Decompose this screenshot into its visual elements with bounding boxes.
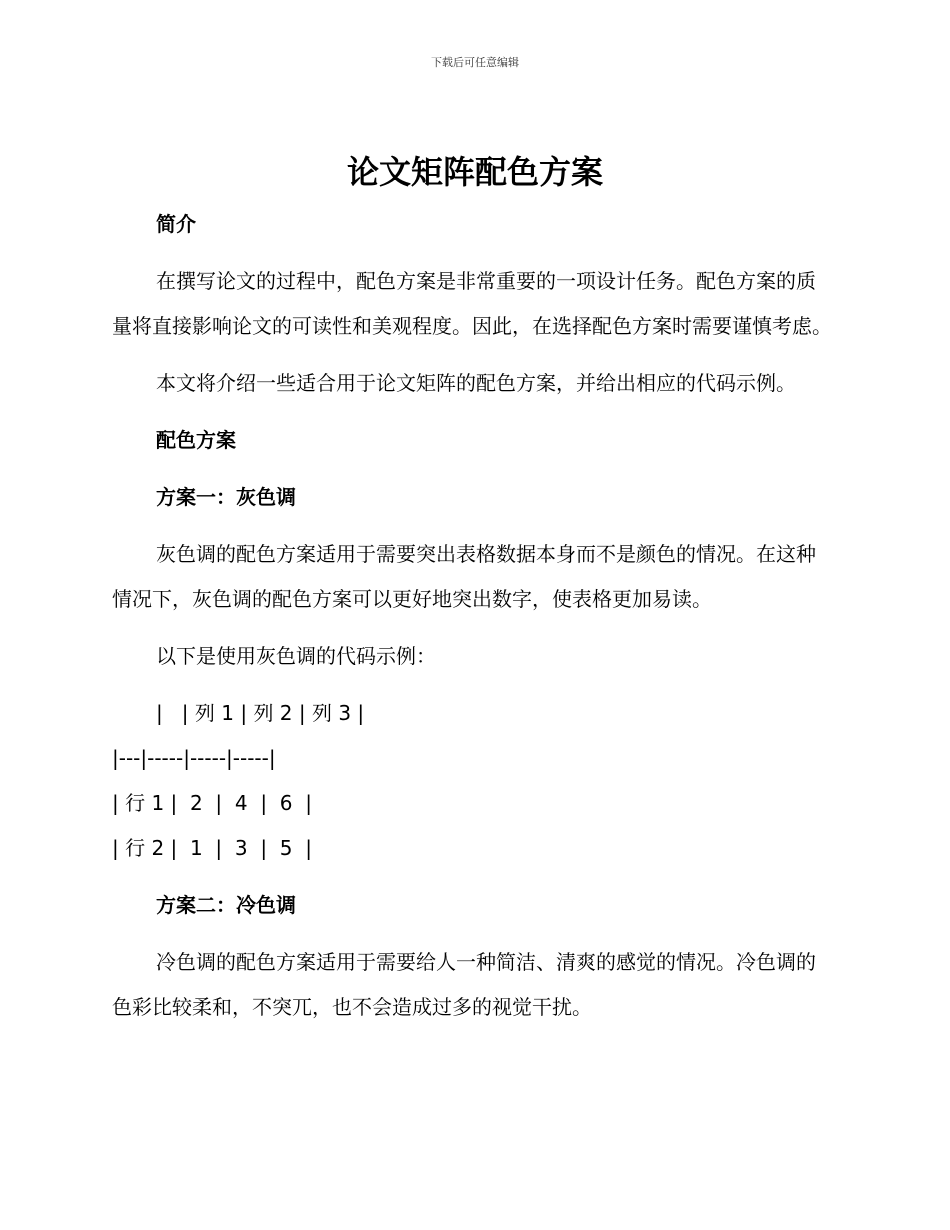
scheme2-heading: 方案二：冷色调 [156,893,296,917]
document-title: 论文矩阵配色方案 [346,153,603,191]
scheme1-heading: 方案一：灰色调 [156,485,296,509]
table-row: | | 列 1 | 列 2 | 列 3 | [156,701,365,725]
scheme1-paragraph-2: 以下是使用灰色调的代码示例： [156,644,436,668]
schemes-heading: 配色方案 [156,428,236,452]
intro-paragraph-1: 在撰写论文的过程中，配色方案是非常重要的一项设计任务。配色方案的质量将直接影响论文的可读性和美观程度。因此，在选择配色方案时需要谨慎考虑。 [112,269,832,338]
document-body [112,202,832,1030]
intro-paragraph-2: 本文将介绍一些适合用于论文矩阵的配色方案，并给出相应的代码示例。 [156,371,796,395]
code-table-example [112,691,832,871]
intro-heading: 简介 [156,212,196,236]
scheme1-paragraph-1: 灰色调的配色方案适用于需要突出表格数据本身而不是颜色的情况。在这种情况下，灰色调的配色方案可以更好地突出数字，使表格更加易读。 [112,542,816,611]
page-header-note: 下载后可任意编辑 [431,56,519,69]
table-row: | 行 1 | 2 | 4 | 6 | [112,791,312,815]
table-row: |---|-----|-----|-----| [112,746,276,770]
table-row: | 行 2 | 1 | 3 | 5 | [112,836,312,860]
scheme2-paragraph-1: 冷色调的配色方案适用于需要给人一种简洁、清爽的感觉的情况。冷色调的色彩比较柔和，不突兀，也不会造成过多的视觉干扰。 [112,950,816,1019]
